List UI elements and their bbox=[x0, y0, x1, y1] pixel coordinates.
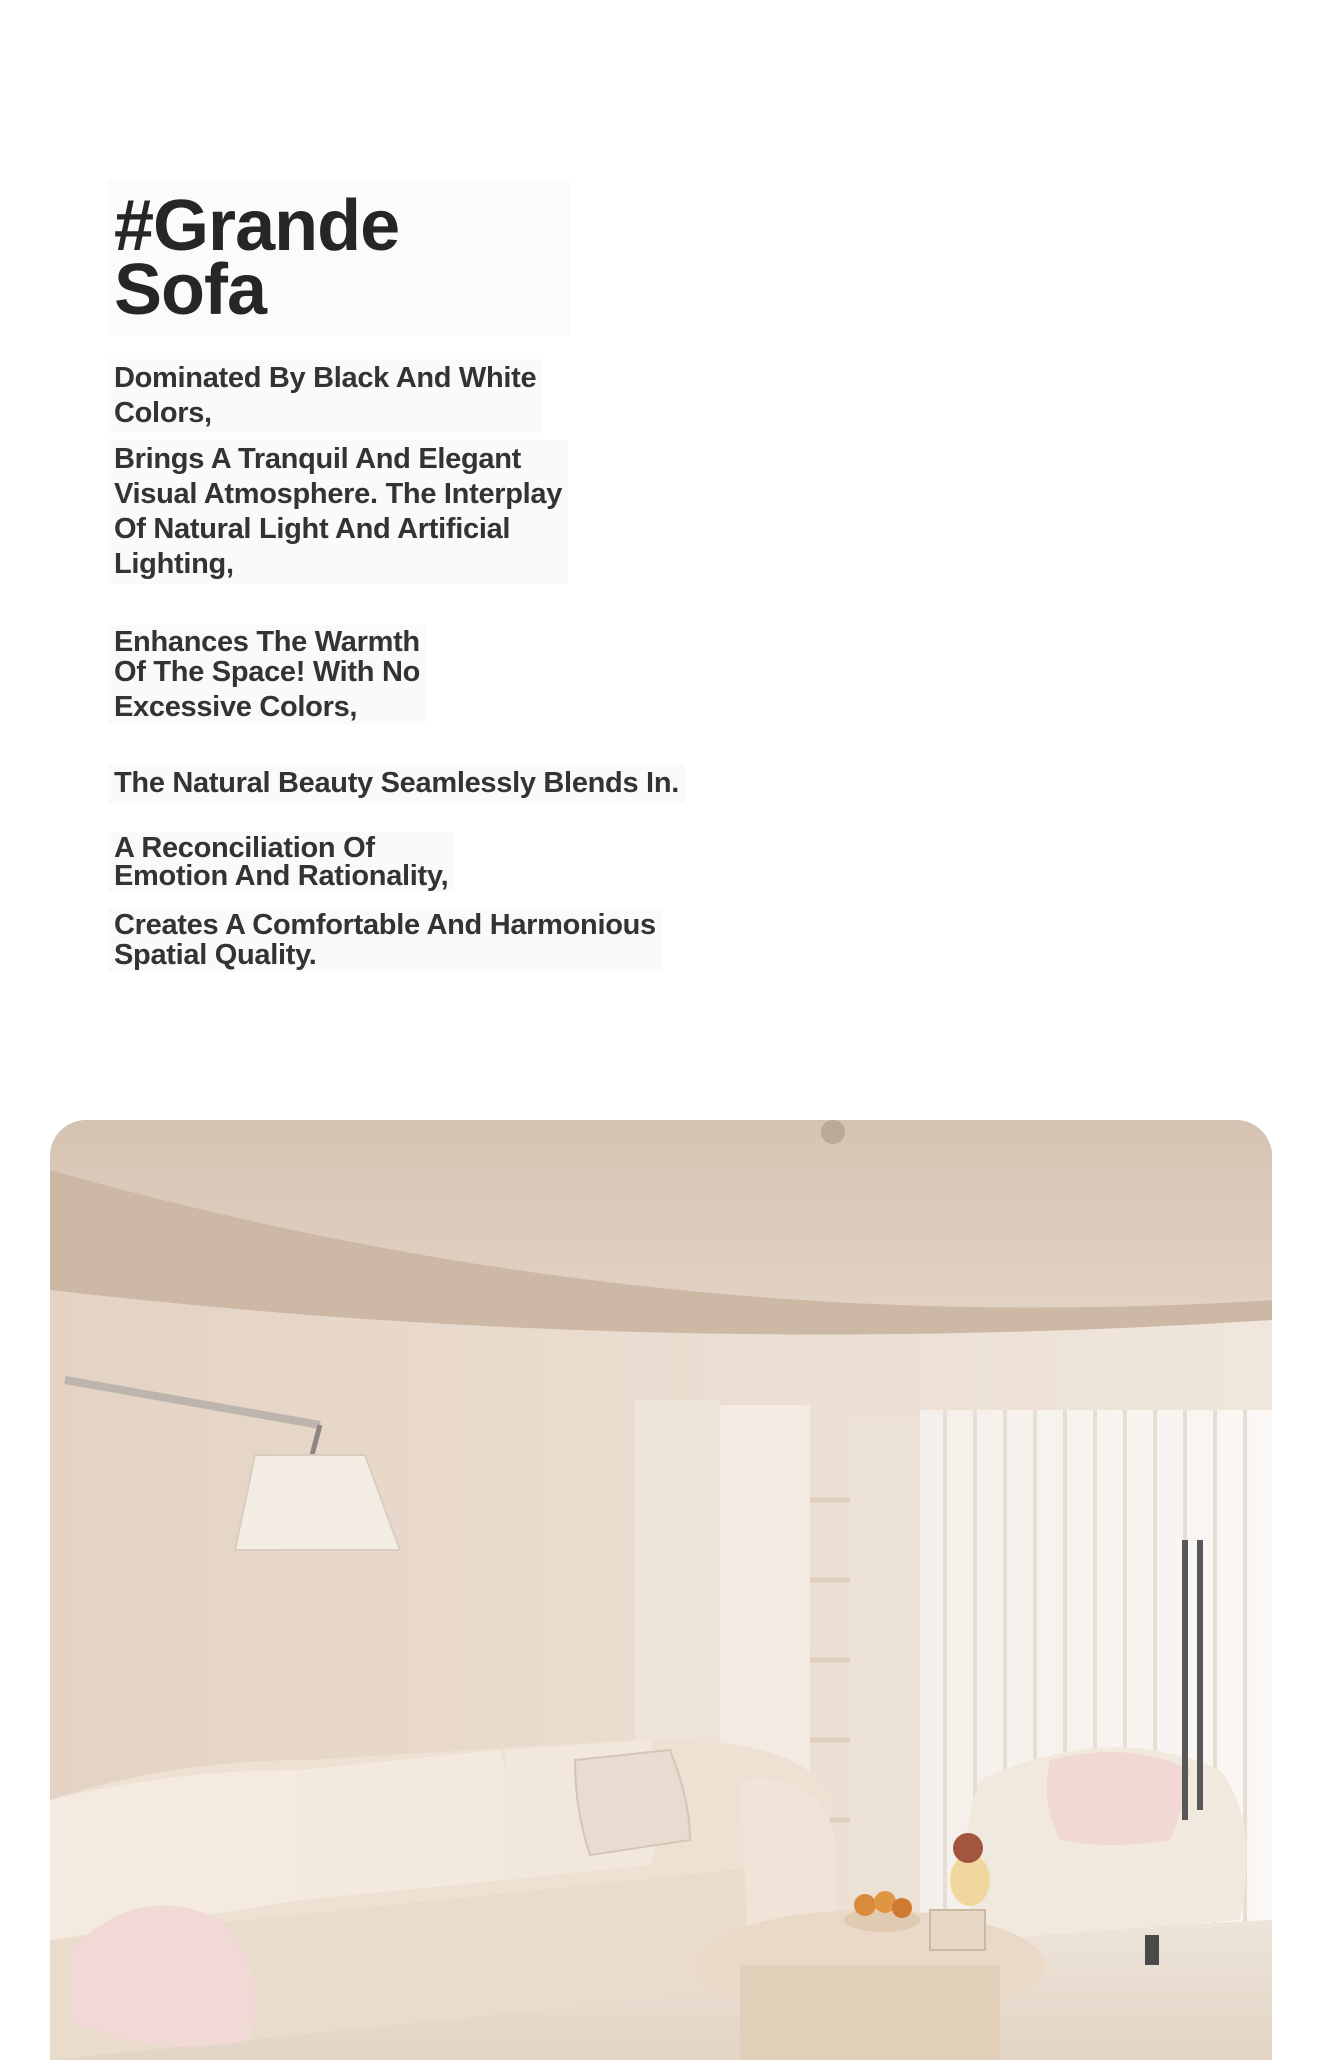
text-line: Lighting, bbox=[114, 548, 234, 580]
text-line: Enhances The Warmth bbox=[114, 626, 420, 658]
text-line: A Reconciliation Of bbox=[114, 832, 375, 864]
paragraph-natural-beauty bbox=[108, 764, 685, 803]
paragraph-warmth bbox=[108, 625, 426, 724]
text-line: Brings A Tranquil And Elegant bbox=[114, 443, 521, 475]
title-line-1: #Grande bbox=[114, 186, 400, 266]
text-line: Visual Atmosphere. The Interplay bbox=[114, 478, 563, 510]
text-line: Emotion And Rationality, bbox=[114, 860, 449, 892]
text-line: Of The Space! With No bbox=[114, 656, 421, 688]
paragraph-reconciliation bbox=[108, 832, 454, 892]
text-line: Colors, bbox=[114, 397, 212, 429]
paragraph-harmonious bbox=[108, 908, 662, 972]
text-line: Creates A Comfortable And Harmonious bbox=[114, 909, 656, 941]
paragraph-colors bbox=[108, 359, 542, 433]
text-line: Excessive Colors, bbox=[114, 691, 358, 723]
text-line: Spatial Quality. bbox=[114, 939, 317, 971]
ceiling-light bbox=[821, 1120, 845, 1144]
title-line-2: Sofa bbox=[114, 250, 267, 330]
text-line: The Natural Beauty Seamlessly Blends In. bbox=[114, 767, 679, 799]
patterned-cushion bbox=[575, 1750, 690, 1855]
living-room-photo bbox=[50, 1120, 1272, 2060]
paragraph-atmosphere bbox=[108, 440, 568, 584]
page-title bbox=[108, 180, 570, 336]
text-line: Of Natural Light And Artificial bbox=[114, 513, 511, 545]
text-line: Dominated By Black And White bbox=[114, 362, 537, 394]
column-right bbox=[850, 1420, 920, 1960]
